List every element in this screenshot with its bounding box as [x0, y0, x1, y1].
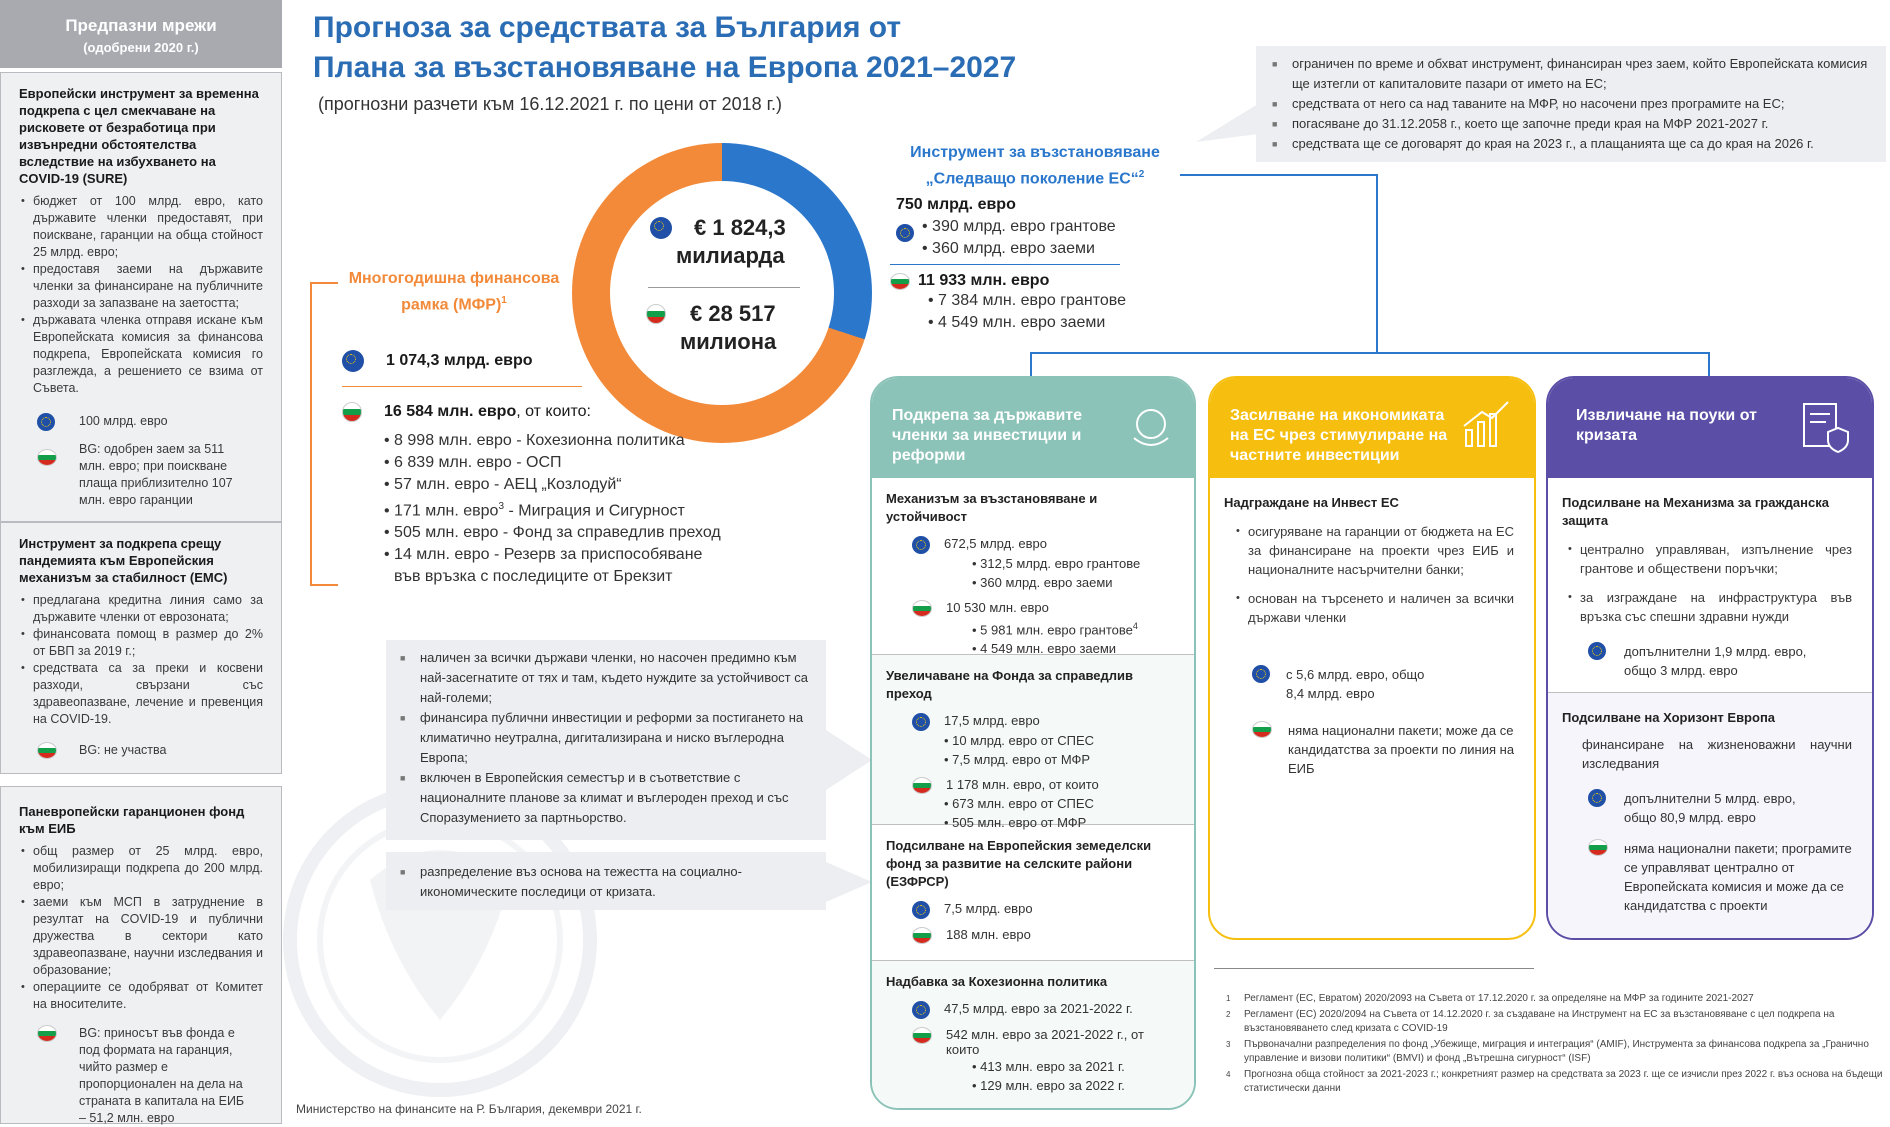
- ngeu-title: [890, 142, 1180, 190]
- col2-title: Засилване на икономиката на ЕС чрез стимулиране на частните инвестиции: [1230, 407, 1448, 464]
- list-item: • заеми към МСП в затруднение в резултат на COVID-19 и публични дружества в сектори като здравеопазване, научни изследвания и образование;: [21, 894, 263, 979]
- eu-flag-icon: [912, 1001, 930, 1019]
- ngeu-connector: [1180, 174, 1378, 176]
- horizon-description: финансиране на жизненоважни научни изследвания: [1582, 737, 1852, 771]
- mff-bg-total: 16 584 млн. евро: [384, 403, 517, 420]
- list-item: • операциите се одобряват от Комитет на вносителите.: [21, 979, 263, 1013]
- sure-title: Европейски инструмент за временна подкрепа с цел смекчаване на рисковете от безработица при извънредни обстоятелства вследствие на избухването на COVID-19 (SURE): [19, 86, 259, 186]
- col2-bg-value: няма национални пакети; може да се кандидатства за проекти по линия на ЕИБ: [1288, 723, 1515, 776]
- mff-eu-row: [342, 350, 533, 372]
- eib-title: Паневропейски гаранционен фонд към ЕИБ: [19, 804, 245, 836]
- emc-bg-row: [37, 742, 263, 759]
- ngeu-title-line-2: „Следващо поколение ЕС“: [925, 170, 1139, 188]
- horizon-section: [1548, 692, 1872, 938]
- col2-eu-value: с 5,6 млрд. евро, общо 8,4 млрд. евро: [1286, 667, 1425, 701]
- bg-flag-icon: [37, 1025, 57, 1042]
- list-item: • 171 млн. евро$^3$ - Миграция и Сигурност: [384, 501, 685, 520]
- bg-flag-icon: [912, 777, 932, 794]
- footnote: 3 Първоначални разпределения по фонд „Убежище, миграция и интеграция“ (AMIF), Инструмента за финансова подкрепа за „Гранично управление и визови политики“ (BMVI) и фонд „Вътрешна сигурност“ (ISF): [1226, 1039, 1869, 1064]
- list-item: във връзка с последиците от Брекзит: [394, 568, 673, 586]
- eu-flag-icon: [342, 350, 364, 372]
- ngeu-connector-vertical: [1376, 174, 1378, 354]
- source-note: Министерство на финансите на Р. България, декември 2021 г.: [296, 1102, 642, 1116]
- callout-pointer: [826, 862, 874, 902]
- col-private-investment: [1208, 376, 1536, 940]
- ngeu-bg-block: [890, 272, 1150, 334]
- bg-flag-icon: [912, 927, 932, 944]
- list-item: ■ погасяване до 31.12.2058 г., което ще започне преди края на МФР 2021-2027 г.: [1268, 114, 1872, 134]
- bg-flag-icon: [646, 304, 666, 324]
- list-item: • 14 млн. евро - Резерв за приспособяване: [384, 546, 703, 564]
- col3-title: Извличане на поуки от кризата: [1576, 407, 1757, 444]
- section-title: Механизъм за възстановяване и устойчивост: [886, 491, 1098, 524]
- list-item: • 673 млн. евро от СПЕС: [944, 796, 1094, 811]
- bg-flag-icon: [342, 402, 362, 422]
- list-item: • държавата членка отправя искане към Европейската комисия за финансова подкрепа, Европейската комисия го разглежда, а решението се взима от Съвета.: [21, 312, 263, 397]
- mff-title: [336, 268, 572, 316]
- list-item: • основан на търсенето и наличен за всички държави членки: [1236, 589, 1514, 627]
- callout-pointer: [1196, 104, 1260, 144]
- ngeu-bg-total: 11 933 млн. евро: [918, 272, 1050, 289]
- list-item: • 413 млн. евро за 2021 г.: [972, 1059, 1125, 1074]
- eu-flag-icon: [650, 217, 672, 239]
- eu-flag-icon: [37, 413, 55, 431]
- mff-title-line-2: рамка (МФР): [401, 296, 502, 314]
- callout-pointer: [826, 730, 874, 790]
- rrf-section: Механизъм за възстановяване и устойчивост 672,5 млрд. евро • 312,5 млрд. евро грантове • 360 млрд. евро заеми 10 530 млн. евро • 5 981 млн. евро грантове$^4$ • 4 549 млн. евро заеми: [872, 478, 1194, 654]
- emc-title: Инструмент за подкрепа срещу пандемията към Европейския механизъм за стабилност (ЕМС): [19, 536, 228, 585]
- list-item: • предоставя заеми на държавите членки за финансиране на публичните разходи за запазване на заетостта;: [21, 261, 263, 312]
- list-item: • 10 млрд. евро от СПЕС: [944, 733, 1095, 748]
- list-item: • 7 384 млн. евро грантове: [928, 292, 1126, 309]
- emc-bullets: [1, 592, 281, 728]
- medical-document-icon: [1796, 398, 1850, 454]
- list-item: • 5 981 млн. евро грантове$^4$: [972, 621, 1138, 638]
- bg-flag-icon: [912, 600, 932, 617]
- list-item: • бюджет от 100 млрд. евро, като държавите членки предоставят, при поискване, гаранции на обща стойност 25 млрд. евро;: [21, 193, 263, 261]
- sure-bg-value: BG: одобрен заем за 511 млн. евро; при поискване плаща приблизително 107 млн. евро гаранции: [79, 442, 233, 507]
- eu-flag-icon: [1588, 642, 1606, 660]
- ngeu-title-line-1: Инструмент за възстановяване: [910, 144, 1160, 161]
- sure-panel: [0, 72, 282, 522]
- donut-divider: [648, 287, 800, 288]
- bg-flag-icon: [37, 449, 57, 466]
- mff-bracket-bottom: [310, 584, 338, 586]
- sidebar-header: [0, 0, 282, 68]
- mff-bg-suffix: , от които:: [516, 403, 591, 420]
- list-item: • централно управляван, изпълнение чрез грантове и обществени поръчки;: [1568, 540, 1852, 578]
- col3-sec2-eu-value: допълнителни 5 млрд. евро, общо 80,9 млрд. евро: [1624, 791, 1796, 825]
- sure-eu-row: [37, 413, 263, 431]
- list-item: • 312,5 млрд. евро грантове: [972, 556, 1141, 571]
- columns-connector: [1030, 352, 1710, 354]
- sidebar-subtitle: (одобрени 2020 г.): [83, 40, 199, 55]
- bg-flag-icon: [912, 1027, 932, 1044]
- eu-flag-icon: [1252, 665, 1270, 683]
- footnote: 2 Регламент (ЕС) 2020/2094 на Съвета от 14.12.2020 г. за създаване на Инструмент на ЕС за възстановяване с цел подкрепа на възстановяването след кризата с COVID-19: [1226, 1009, 1835, 1034]
- col-investments-reforms: [870, 376, 1196, 1110]
- eib-panel: [0, 786, 282, 1124]
- mff-bg-block: [342, 402, 742, 588]
- section-title: Подсилване на Механизма за гражданска защита: [1562, 495, 1829, 528]
- civil-protection-section: [1548, 478, 1872, 692]
- list-item: ■ средствата ще се договарят до края на 2023 г., а плащанията ще са до края на 2026 г.: [1268, 134, 1872, 154]
- section-title: Надбавка за Кохезионна политика: [886, 974, 1108, 989]
- footnote: 4 Прогнозна обща стойност за 2021-2023 г.; конкретният размер на средствата за 2023 г. ще се изчисли през 2022 г. въз основа на бъдещи статистически данни: [1226, 1069, 1883, 1094]
- bg-flag-icon: [37, 742, 57, 759]
- list-item: • осигуряване на гаранции от бюджета на ЕС за финансиране на проекти чрез ЕИБ и националните насърчителни банки;: [1236, 522, 1514, 579]
- donut-bg-unit: милиона: [680, 329, 777, 354]
- donut-bg-total: € 28 517: [690, 301, 776, 326]
- list-item: • 505 млн. евро от МФР: [944, 815, 1087, 830]
- list-item: • 4 549 млн. евро заеми: [928, 314, 1106, 331]
- page-subtitle: (прогнозни разчети към 16.12.2021 г. по цени от 2018 г.): [318, 94, 782, 114]
- ngeu-eu-total: 750 млрд. евро: [896, 196, 1016, 213]
- sure-bg-row: [37, 441, 263, 509]
- list-item: ■ наличен за всички държави членки, но насочен предимно към най-засегнатите от тях и там, където нуждите за устойчивост са най-големи;: [396, 648, 808, 708]
- list-item: ■ включен в Европейския семестър и в съответствие с националните планове за климат и въглероден преход и със Споразумението за партньорство.: [396, 768, 808, 828]
- ngeu-info-callout: [1256, 46, 1886, 162]
- list-item: • предлагана кредитна линия само за държавите членки от еврозоната;: [21, 592, 263, 626]
- list-item: • 8 998 млн. евро - Кохезионна политика: [384, 432, 685, 449]
- growth-chart-icon: [1456, 396, 1516, 456]
- footnote-divider: [1214, 968, 1534, 969]
- mff-title-line-1: Многогодишна финансова: [348, 270, 560, 287]
- sidebar-title: Предпазни мрежи: [65, 16, 217, 35]
- sure-eu-value: 100 млрд. евро: [79, 414, 168, 428]
- list-item: • 129 млн. евро за 2022 г.: [972, 1078, 1125, 1093]
- list-item: • 4 549 млн. евро заеми: [972, 641, 1117, 657]
- eib-bg-row: [37, 1025, 263, 1127]
- eib-bg-value: BG: приносът във фонда е под формата на гаранция, чийто размер е пропорционален на дела на страната в капитала на ЕИБ – 51,2 млн. евро: [79, 1026, 245, 1125]
- col1-title: Подкрепа за държавите членки за инвестиции и реформи: [892, 407, 1083, 464]
- col3-sec1-eu-value: допълнителни 1,9 млрд. евро, общо 3 млрд. евро: [1624, 644, 1807, 678]
- col3-sec2-bg-value: няма национални пакети; програмите се управляват централно от Европейската комисия и може да се кандидатства с проекти: [1624, 841, 1852, 913]
- title-line-1: Прогноза за средствата за България от: [313, 11, 902, 44]
- globe-hands-icon: [1126, 402, 1176, 452]
- col-lessons: [1546, 376, 1874, 940]
- list-item: • средствата са за преки и косвени разходи, свързани със здравеопазване, лечение и превенция на COVID-19.: [21, 660, 263, 728]
- eu-flag-icon: [896, 224, 914, 242]
- eafrd-section: Подсилване на Европейския земеделски фонд за развитие на селските райони (ЕЗФРСР) 7,5 млрд. евро 188 млн. евро: [872, 824, 1194, 960]
- footnote-ref: 2: [1138, 169, 1145, 180]
- ngeu-divider: [890, 264, 1120, 265]
- mff-bracket-top: [310, 282, 338, 284]
- ngeu-eu-block: [896, 196, 1136, 260]
- list-item: • 390 млрд. евро грантове: [922, 218, 1116, 235]
- emc-panel: [0, 522, 282, 774]
- emc-bg-value: BG: не участва: [79, 743, 167, 757]
- section-title: Надграждане на Инвест ЕС: [1224, 495, 1399, 510]
- donut-eu-total: € 1 824,3: [694, 215, 786, 240]
- mff-bracket: [310, 282, 312, 586]
- rrf-info-callout: [386, 640, 826, 840]
- bg-flag-icon: [1588, 839, 1608, 856]
- section-title: Увеличаване на Фонда за справедлив преход: [886, 668, 1134, 701]
- title-line-2: Плана за възстановяване на Европа 2021–2027: [313, 51, 1017, 84]
- list-item: • 505 млн. евро - Фонд за справедлив преход: [384, 524, 721, 542]
- mff-divider: [342, 386, 582, 387]
- col3-connector: [1708, 352, 1710, 378]
- section-title: Подсилване на Европейския земеделски фонд за развитие на селските райони (ЕЗФРСР): [886, 838, 1152, 889]
- sure-bullets: [1, 193, 281, 397]
- list-item: • 360 млрд. евро заеми: [922, 240, 1095, 257]
- list-item: ■ разпределение въз основа на тежестта на социално-икономическите последици от кризата.: [396, 862, 808, 902]
- list-item: ■ средствата от него са над таваните на МФР, но насочени през програмите на ЕС;: [1268, 94, 1872, 114]
- invest-eu-section: [1210, 478, 1534, 790]
- list-item: • финансовата помощ в размер до 2% от БВП за 2019 г.;: [21, 626, 263, 660]
- list-item: • за изграждане на инфраструктура във връзка със спешни здравни нужди: [1568, 588, 1852, 626]
- bg-flag-icon: [1252, 721, 1272, 738]
- footnote-ref: 1: [501, 295, 507, 306]
- col1-connector: [1030, 352, 1032, 378]
- eu-flag-icon: [1588, 789, 1606, 807]
- eu-flag-icon: [912, 713, 930, 731]
- eib-bullets: [1, 843, 281, 1013]
- page-title: [313, 8, 1016, 88]
- donut-eu-unit: милиарда: [676, 243, 785, 268]
- list-item: • общ размер от 25 млрд. евро, мобилизиращи подкрепа до 200 млрд. евро;: [21, 843, 263, 894]
- list-item: ■ финансира публични инвестиции и реформи за постигането на климатично неутрална, дигитализирана и ниско въглеродна Европа;: [396, 708, 808, 768]
- jtf-info-callout: [386, 852, 826, 910]
- footnotes: [1226, 992, 1886, 1096]
- cohesion-section: Надбавка за Кохезионна политика 47,5 млрд. евро за 2021-2022 г. 542 млн. евро за 2021-2022 г., от които • 413 млн. евро за 2021 г. • 129 млн. евро за 2022 г.: [872, 960, 1194, 1110]
- list-item: • 57 млн. евро - АЕЦ „Козлодуй“: [384, 476, 622, 493]
- eu-flag-icon: [912, 536, 930, 554]
- footnote: 1 Регламент (ЕС, Евратом) 2020/2093 на Съвета от 17.12.2020 г. за определяне на МФР за годините 2021-2027: [1226, 993, 1754, 1004]
- list-item: • 6 839 млн. евро - ОСП: [384, 454, 562, 471]
- list-item: • 360 млрд. евро заеми: [972, 575, 1113, 590]
- list-item: • 7,5 млрд. евро от МФР: [944, 752, 1091, 767]
- bg-flag-icon: [890, 273, 910, 290]
- jtf-section: Увеличаване на Фонда за справедлив преход 17,5 млрд. евро • 10 млрд. евро от СПЕС • 7,5 млрд. евро от МФР 1 178 млн. евро, от които • 673 млн. евро от СПЕС • 505 млн. евро от МФР: [872, 654, 1194, 824]
- list-item: ■ ограничен по време и обхват инструмент, финансиран чрез заем, който Европейската комисия ще изтегли от капиталовите пазари от името на ЕС;: [1268, 54, 1872, 94]
- section-title: Подсилване на Хоризонт Европа: [1562, 710, 1776, 725]
- eu-flag-icon: [912, 901, 930, 919]
- donut-bg-block: [646, 300, 816, 356]
- donut-eu-block: [650, 214, 820, 270]
- mff-eu-total: 1 074,3 млрд. евро: [386, 352, 533, 369]
